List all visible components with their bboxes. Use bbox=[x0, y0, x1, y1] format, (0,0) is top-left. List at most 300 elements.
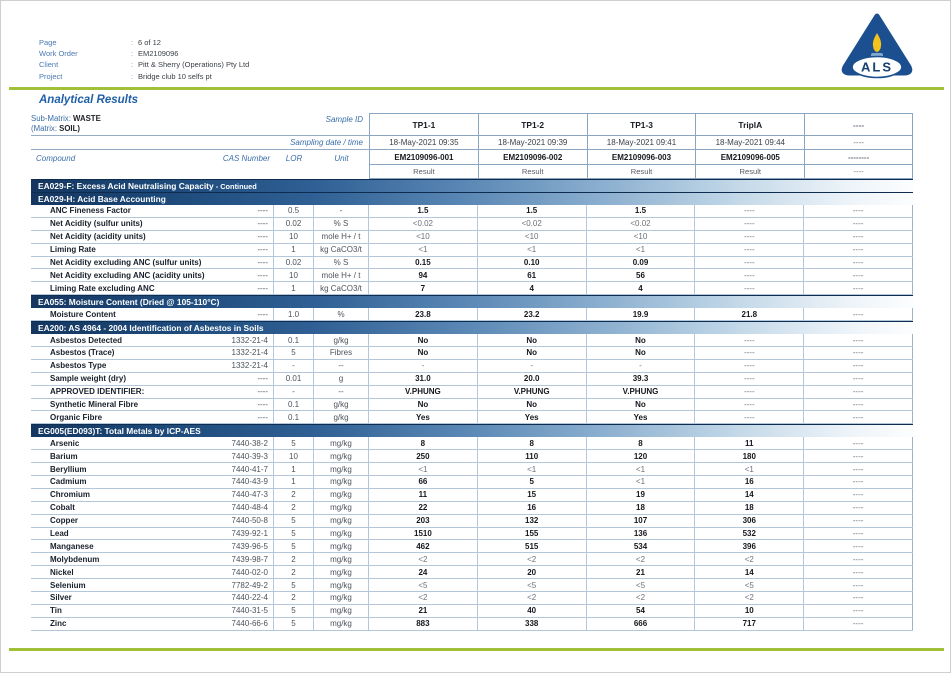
unit-cell: kg CaCO3/t bbox=[314, 244, 369, 256]
sample-column-header: TriplA bbox=[695, 113, 804, 136]
result-cell: No bbox=[478, 334, 587, 346]
table-row bbox=[31, 334, 913, 347]
cas-number: ---- bbox=[257, 283, 268, 293]
sampling-date-label: Sampling date / time bbox=[31, 136, 369, 150]
result-cell: 0.09 bbox=[587, 257, 696, 269]
compound-cell bbox=[31, 334, 274, 346]
sub-matrix-value: WASTE bbox=[73, 114, 101, 123]
unit-cell: mg/kg bbox=[314, 540, 369, 552]
info-row-work-order bbox=[39, 48, 249, 59]
cas-number: ---- bbox=[257, 219, 268, 229]
result-cell: <10 bbox=[369, 231, 478, 243]
cas-number: 7440-47-3 bbox=[231, 490, 268, 500]
compound-cell bbox=[31, 605, 274, 617]
result-cell: No bbox=[369, 399, 478, 411]
result-cell: ---- bbox=[804, 347, 913, 359]
compound-name: ANC Fineness Factor bbox=[50, 206, 131, 216]
table-row bbox=[31, 463, 913, 476]
lor-cell: 5 bbox=[274, 515, 314, 527]
result-cell: 338 bbox=[478, 618, 587, 630]
compound-header: Compound bbox=[36, 154, 76, 163]
result-cell: ---- bbox=[695, 257, 804, 269]
lor-cell: 0.5 bbox=[274, 205, 314, 217]
matrix-key: (Matrix: bbox=[31, 123, 57, 133]
result-cell: 66 bbox=[369, 476, 478, 488]
result-cell: <2 bbox=[478, 553, 587, 565]
result-cell: ---- bbox=[804, 244, 913, 256]
unit-cell: mg/kg bbox=[314, 489, 369, 501]
result-cell: 132 bbox=[478, 515, 587, 527]
cas-number: 7440-66-6 bbox=[231, 619, 268, 629]
unit-cell: - bbox=[314, 205, 369, 217]
lor-cell: - bbox=[274, 360, 314, 372]
result-cell: <5 bbox=[587, 579, 696, 591]
result-cell: 8 bbox=[369, 437, 478, 449]
table-row bbox=[31, 282, 913, 295]
result-cell: ---- bbox=[804, 450, 913, 462]
result-cell: ---- bbox=[804, 437, 913, 449]
result-cell: ---- bbox=[804, 553, 913, 565]
result-cell: 11 bbox=[369, 489, 478, 501]
compound-name: Asbestos Detected bbox=[50, 335, 123, 345]
lor-cell: 0.02 bbox=[274, 257, 314, 269]
result-cell: ---- bbox=[695, 399, 804, 411]
result-cell: V.PHUNG bbox=[587, 386, 696, 398]
header-divider bbox=[9, 87, 944, 90]
result-cell: ---- bbox=[695, 231, 804, 243]
result-cell: No bbox=[478, 347, 587, 359]
table-header bbox=[31, 113, 913, 179]
unit-cell: g bbox=[314, 373, 369, 385]
section-title: EG005(ED093)T: Total Metals by ICP-AES bbox=[38, 426, 201, 437]
compound-name: Lead bbox=[50, 529, 69, 539]
table-row bbox=[31, 502, 913, 515]
table-row bbox=[31, 476, 913, 489]
lor-cell: 1.0 bbox=[274, 308, 314, 320]
result-cell: <2 bbox=[695, 553, 804, 565]
result-cell: ---- bbox=[695, 411, 804, 423]
sample-date: 18-May-2021 09:41 bbox=[587, 136, 696, 150]
unit-cell: mg/kg bbox=[314, 566, 369, 578]
table-row bbox=[31, 450, 913, 463]
compound-name: Moisture Content bbox=[50, 309, 116, 319]
result-cell: 4 bbox=[478, 282, 587, 294]
als-logo-graphic bbox=[838, 13, 916, 79]
info-colon: : bbox=[131, 49, 134, 59]
table-row bbox=[31, 566, 913, 579]
result-label: Result bbox=[369, 165, 478, 179]
unit-cell: mg/kg bbox=[314, 592, 369, 604]
result-cell: 5 bbox=[478, 476, 587, 488]
info-colon: : bbox=[131, 71, 134, 81]
cas-number: 7440-02-0 bbox=[231, 567, 268, 577]
unit-cell: kg CaCO3/t bbox=[314, 282, 369, 294]
result-cell: 1.5 bbox=[369, 205, 478, 217]
lor-cell: 10 bbox=[274, 450, 314, 462]
result-cell: 18 bbox=[587, 502, 696, 514]
unit-cell: mg/kg bbox=[314, 437, 369, 449]
unit-cell: mg/kg bbox=[314, 579, 369, 591]
footer-divider bbox=[9, 648, 944, 651]
compound-name: Net Acidity excluding ANC (sulfur units) bbox=[50, 258, 202, 267]
cas-number: ---- bbox=[257, 245, 268, 255]
result-cell: ---- bbox=[804, 269, 913, 281]
compound-cell bbox=[31, 231, 274, 243]
result-cell: 21 bbox=[587, 566, 696, 578]
unit-cell: mg/kg bbox=[314, 515, 369, 527]
compound-name: Chromium bbox=[50, 490, 90, 500]
result-cell: ---- bbox=[695, 205, 804, 217]
result-cell: <1 bbox=[695, 463, 804, 475]
lor-cell: 5 bbox=[274, 618, 314, 630]
result-cell: ---- bbox=[804, 218, 913, 230]
unit-cell: % S bbox=[314, 257, 369, 269]
sample-date: ---- bbox=[804, 136, 913, 150]
section-band bbox=[31, 424, 913, 437]
result-cell: ---- bbox=[695, 373, 804, 385]
table-row bbox=[31, 605, 913, 618]
result-cell: 666 bbox=[587, 618, 696, 630]
lor-cell: 2 bbox=[274, 489, 314, 501]
matrix-block bbox=[31, 113, 369, 136]
result-cell: <0.02 bbox=[369, 218, 478, 230]
info-row-page bbox=[39, 37, 249, 48]
cas-number: 7440-41-7 bbox=[231, 464, 268, 474]
result-cell: ---- bbox=[695, 360, 804, 372]
compound-name: Net Acidity (acidity units) bbox=[50, 232, 146, 242]
sample-date: 18-May-2021 09:44 bbox=[695, 136, 804, 150]
table-body bbox=[31, 179, 913, 631]
compound-cell bbox=[31, 515, 274, 527]
lor-cell: 5 bbox=[274, 347, 314, 359]
result-cell: 20.0 bbox=[478, 373, 587, 385]
table-row bbox=[31, 399, 913, 412]
result-cell: ---- bbox=[695, 334, 804, 346]
table-row bbox=[31, 244, 913, 257]
result-cell: ---- bbox=[804, 386, 913, 398]
result-cell: ---- bbox=[804, 540, 913, 552]
result-cell: <1 bbox=[587, 476, 696, 488]
cas-number: 7440-43-9 bbox=[231, 477, 268, 487]
result-cell: <1 bbox=[478, 244, 587, 256]
section-title-suffix: - Continued bbox=[213, 181, 257, 191]
compound-name: Arsenic bbox=[50, 438, 80, 448]
compound-name: Silver bbox=[50, 593, 72, 603]
result-cell: 94 bbox=[369, 269, 478, 281]
compound-name: Zinc bbox=[50, 619, 67, 629]
unit-cell: mg/kg bbox=[314, 528, 369, 540]
result-cell: ---- bbox=[804, 373, 913, 385]
result-cell: <5 bbox=[478, 579, 587, 591]
cas-number: 1332-21-4 bbox=[231, 335, 268, 345]
section-band bbox=[31, 295, 913, 308]
result-cell: ---- bbox=[804, 515, 913, 527]
sub-matrix-label bbox=[31, 114, 101, 135]
compound-cell bbox=[31, 618, 274, 630]
info-label: Project bbox=[39, 71, 63, 81]
result-cell: 203 bbox=[369, 515, 478, 527]
cas-number: ---- bbox=[257, 270, 268, 280]
compound-name: Barium bbox=[50, 451, 78, 461]
info-label: Page bbox=[39, 38, 57, 47]
lor-header: LOR bbox=[285, 154, 303, 163]
result-cell: ---- bbox=[695, 269, 804, 281]
compound-cell bbox=[31, 244, 274, 256]
result-cell: 15 bbox=[478, 489, 587, 501]
compound-cell bbox=[31, 373, 274, 385]
result-label: Result bbox=[695, 165, 804, 179]
result-cell: 22 bbox=[369, 502, 478, 514]
table-row bbox=[31, 347, 913, 360]
table-row bbox=[31, 528, 913, 541]
result-cell: <1 bbox=[369, 463, 478, 475]
lor-cell: 5 bbox=[274, 437, 314, 449]
cas-number: 7439-92-1 bbox=[231, 529, 268, 539]
table-row bbox=[31, 618, 913, 631]
cas-number: ---- bbox=[257, 412, 268, 422]
section-band bbox=[31, 321, 913, 334]
unit-cell: mg/kg bbox=[314, 476, 369, 488]
cas-number: 7440-48-4 bbox=[231, 503, 268, 513]
result-cell: ---- bbox=[804, 463, 913, 475]
table-row bbox=[31, 269, 913, 282]
compound-cell bbox=[31, 257, 274, 269]
result-cell: <2 bbox=[695, 592, 804, 604]
sample-column-header: TP1-1 bbox=[369, 113, 478, 136]
lor-cell: - bbox=[274, 386, 314, 398]
cas-header: CAS Number bbox=[222, 154, 270, 163]
compound-cell bbox=[31, 386, 274, 398]
compound-name: Asbestos Type bbox=[50, 361, 107, 371]
result-cell: No bbox=[478, 399, 587, 411]
result-cell: 0.10 bbox=[478, 257, 587, 269]
result-cell: 23.2 bbox=[478, 308, 587, 320]
lor-cell: 1 bbox=[274, 244, 314, 256]
result-cell: 534 bbox=[587, 540, 696, 552]
table-row bbox=[31, 205, 913, 218]
als-logo bbox=[838, 13, 916, 79]
cas-number: ---- bbox=[257, 206, 268, 216]
cas-number: ---- bbox=[257, 232, 268, 242]
compound-cell bbox=[31, 437, 274, 449]
lor-cell: 2 bbox=[274, 502, 314, 514]
result-cell: 1.5 bbox=[478, 205, 587, 217]
result-cell: 16 bbox=[695, 476, 804, 488]
result-cell: 180 bbox=[695, 450, 804, 462]
result-cell: <2 bbox=[587, 553, 696, 565]
result-cell: ---- bbox=[804, 566, 913, 578]
result-cell: ---- bbox=[804, 257, 913, 269]
sub-matrix-key: Sub-Matrix: bbox=[31, 114, 71, 123]
compound-name: Asbestos (Trace) bbox=[50, 348, 115, 358]
compound-cell bbox=[31, 269, 274, 281]
result-cell: - bbox=[587, 360, 696, 372]
result-cell: ---- bbox=[804, 502, 913, 514]
result-cell: 110 bbox=[478, 450, 587, 462]
result-cell: 14 bbox=[695, 489, 804, 501]
result-cell: 21.8 bbox=[695, 308, 804, 320]
result-cell: ---- bbox=[804, 476, 913, 488]
cas-number: 7439-96-5 bbox=[231, 541, 268, 551]
lor-cell: 0.01 bbox=[274, 373, 314, 385]
result-cell: 0.15 bbox=[369, 257, 478, 269]
sample-id-label: Sample ID bbox=[325, 115, 363, 124]
result-label: Result bbox=[587, 165, 696, 179]
result-cell: No bbox=[369, 334, 478, 346]
cas-number: 7440-31-5 bbox=[231, 606, 268, 616]
result-cell: 462 bbox=[369, 540, 478, 552]
result-cell: 19.9 bbox=[587, 308, 696, 320]
result-cell: <5 bbox=[369, 579, 478, 591]
unit-cell: mg/kg bbox=[314, 605, 369, 617]
lor-cell: 0.02 bbox=[274, 218, 314, 230]
table-row bbox=[31, 360, 913, 373]
cas-number: ---- bbox=[257, 374, 268, 384]
result-cell: ---- bbox=[804, 605, 913, 617]
compound-cell bbox=[31, 540, 274, 552]
unit-cell: mole H+ / t bbox=[314, 269, 369, 281]
result-cell: <5 bbox=[695, 579, 804, 591]
cas-number: ---- bbox=[257, 258, 268, 267]
cas-number: 7440-22-4 bbox=[231, 593, 268, 603]
lor-cell: 5 bbox=[274, 605, 314, 617]
result-cell: <10 bbox=[587, 231, 696, 243]
compound-name: Liming Rate excluding ANC bbox=[50, 283, 155, 293]
matrix-value: SOIL) bbox=[59, 123, 80, 133]
compound-cell bbox=[31, 528, 274, 540]
section-title: EA200: AS 4964 - 2004 Identification of Asbestos in Soils bbox=[38, 323, 264, 334]
table-row bbox=[31, 308, 913, 321]
result-cell: 18 bbox=[695, 502, 804, 514]
info-value: EM2109096 bbox=[138, 49, 179, 59]
result-cell: 21 bbox=[369, 605, 478, 617]
result-cell: 532 bbox=[695, 528, 804, 540]
lor-cell: 2 bbox=[274, 592, 314, 604]
result-cell: - bbox=[369, 360, 478, 372]
result-cell: ---- bbox=[804, 528, 913, 540]
compound-name: Manganese bbox=[50, 541, 94, 551]
section-title: EA029-F: Excess Acid Neutralising Capacity bbox=[38, 181, 214, 191]
unit-cell: mg/kg bbox=[314, 502, 369, 514]
compound-cell bbox=[31, 399, 274, 411]
compound-name: Net Acidity (sulfur units) bbox=[50, 219, 143, 229]
result-cell: No bbox=[369, 347, 478, 359]
result-cell: ---- bbox=[804, 579, 913, 591]
section-title: EA055: Moisture Content (Dried @ 105-110°C) bbox=[38, 297, 220, 308]
compound-cell bbox=[31, 308, 274, 320]
lor-cell: 10 bbox=[274, 231, 314, 243]
result-cell: Yes bbox=[478, 411, 587, 423]
logo-text: ALS bbox=[861, 59, 893, 75]
compound-name: Tin bbox=[50, 606, 62, 616]
compound-name: Nickel bbox=[50, 567, 74, 577]
result-cell: ---- bbox=[804, 360, 913, 372]
compound-cell bbox=[31, 411, 274, 423]
compound-name: Selenium bbox=[50, 580, 86, 590]
cas-number: 7440-50-8 bbox=[231, 516, 268, 526]
result-cell: 56 bbox=[587, 269, 696, 281]
result-cell: Yes bbox=[369, 411, 478, 423]
compound-name: Organic Fibre bbox=[50, 412, 103, 422]
table-row bbox=[31, 579, 913, 592]
info-colon: : bbox=[131, 60, 134, 70]
result-cell: No bbox=[587, 334, 696, 346]
table-row bbox=[31, 218, 913, 231]
result-cell: 24 bbox=[369, 566, 478, 578]
table-row bbox=[31, 386, 913, 399]
compound-cell bbox=[31, 347, 274, 359]
result-cell: V.PHUNG bbox=[478, 386, 587, 398]
result-cell: 40 bbox=[478, 605, 587, 617]
cas-number: 7439-98-7 bbox=[231, 554, 268, 564]
compound-name: Sample weight (dry) bbox=[50, 374, 127, 384]
cas-number: 7440-38-2 bbox=[231, 438, 268, 448]
info-colon: : bbox=[131, 38, 134, 47]
result-cell: ---- bbox=[804, 489, 913, 501]
table-row bbox=[31, 592, 913, 605]
result-cell: 250 bbox=[369, 450, 478, 462]
result-cell: <2 bbox=[369, 553, 478, 565]
table-row bbox=[31, 373, 913, 386]
result-cell: 717 bbox=[695, 618, 804, 630]
result-cell: - bbox=[478, 360, 587, 372]
compound-cell bbox=[31, 463, 274, 475]
result-cell: ---- bbox=[695, 386, 804, 398]
result-cell: 14 bbox=[695, 566, 804, 578]
cas-number: 1332-21-4 bbox=[231, 361, 268, 371]
sample-lab-id: -------- bbox=[804, 150, 913, 165]
cas-number: 1332-21-4 bbox=[231, 348, 268, 358]
lor-cell: 2 bbox=[274, 566, 314, 578]
info-row-client bbox=[39, 59, 249, 70]
result-cell: 61 bbox=[478, 269, 587, 281]
result-cell: ---- bbox=[804, 308, 913, 320]
unit-cell: -- bbox=[314, 360, 369, 372]
compound-name: Cobalt bbox=[50, 503, 75, 513]
result-cell: <2 bbox=[478, 592, 587, 604]
lor-cell: 10 bbox=[274, 269, 314, 281]
info-value: Pitt & Sherry (Operations) Pty Ltd bbox=[138, 60, 250, 70]
result-cell: ---- bbox=[695, 282, 804, 294]
result-cell: <1 bbox=[369, 244, 478, 256]
sample-lab-id: EM2109096-005 bbox=[695, 150, 804, 165]
cas-number: 7440-39-3 bbox=[231, 451, 268, 461]
result-cell: 10 bbox=[695, 605, 804, 617]
result-cell: ---- bbox=[695, 244, 804, 256]
unit-cell: mg/kg bbox=[314, 553, 369, 565]
result-label: Result bbox=[478, 165, 587, 179]
table-row bbox=[31, 515, 913, 528]
result-cell: ---- bbox=[804, 282, 913, 294]
unit-cell: Fibres bbox=[314, 347, 369, 359]
compound-cell bbox=[31, 282, 274, 294]
result-cell: 107 bbox=[587, 515, 696, 527]
cas-number: ---- bbox=[257, 309, 268, 319]
compound-cell bbox=[31, 450, 274, 462]
lor-cell: 0.1 bbox=[274, 334, 314, 346]
result-label: ---- bbox=[804, 165, 913, 179]
compound-name: Beryllium bbox=[50, 464, 87, 474]
lor-cell: 1 bbox=[274, 476, 314, 488]
sample-lab-id: EM2109096-003 bbox=[587, 150, 696, 165]
section-title: EA029-H: Acid Base Accounting bbox=[38, 194, 166, 204]
table-row bbox=[31, 257, 913, 270]
info-value: Bridge club 10 selfs pt bbox=[138, 71, 212, 81]
result-cell: 16 bbox=[478, 502, 587, 514]
result-cell: 8 bbox=[587, 437, 696, 449]
unit-cell: mg/kg bbox=[314, 450, 369, 462]
result-cell: <0.02 bbox=[478, 218, 587, 230]
